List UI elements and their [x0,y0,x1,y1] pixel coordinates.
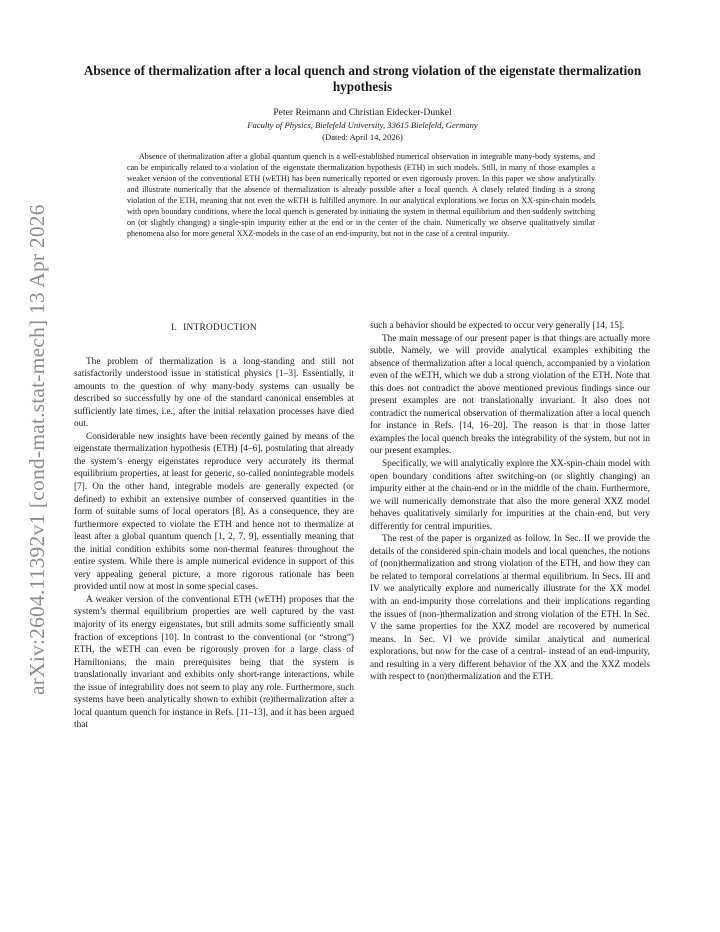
section-number: I. [171,323,178,333]
authors: Peter Reimann and Christian Eidecker-Dunkel [273,107,452,118]
arxiv-identifier: arXiv:2604.11392v1 [cond-mat.stat-mech] 13 Apr 2026 [25,204,49,695]
paragraph: Considerable new insights have been recently gained by means of the eigenstate thermalization hypothesis (ETH) [4–6], postulating that already the system’s energy eigenstates reproduce very accurately its thermal equilibrium properties, at least for generic, so-called nonintegrable models [7]. On the other hand, integrable models are generally expected (or defined) to exhibit an extensive number of conserved quantities in the form of suitable sums of local operators [8]. As a consequence, they are furthermore expected to violate the ETH and hence not to thermalize at least after a global quantum quench [1, 2, 7, 9], essentially meaning that the initial condition exhibits some non-thermal features throughout the entire system. While there is ample numerical evidence in support of this very appealing general picture, a more rigorous rationale has been provided until now at most in some special cases. [74,431,354,593]
section-heading [74,322,354,335]
paragraph: Specifically, we will analytically explore the XX-spin-chain model with open boundary conditions after switching-on (or slightly changing) an impurity either at the chain-end or in the middle of the chain. Furthermore, we will numerically demonstrate that also the more general XXZ model behaves qualitatively similarly for impurities at the chain-end, but very differently for central impurities. [370,459,650,532]
date-line: (Dated: April 14, 2026) [322,132,403,142]
paragraph-continued: such a behavior should be expected to occur very generally [14, 15]. [370,321,625,331]
paper-title: Absence of thermalization after a local quench and strong violation of the eigenstate thermalization hypothesis [83,63,642,94]
left-column [74,322,354,732]
affiliation: Faculty of Physics, Bielefeld University, 33615 Bielefeld, Germany [247,120,478,130]
paragraph: The rest of the paper is organized as follow. In Sec. II we provide the details of the considered spin-chain models and local quenches, the notions of (non)thermalization and strong violation of the ETH, and how they can be related to temporal correlations at thermal equilibrium. In Secs. III and IV we analytically explore and numerically illustrate for the XX model with an end-impurity those correlations and their implications regarding the issues of (non-)thermalization and strong violation of the ETH. In Sec. V the same properties for the XXZ model are recovered by numerical means. In Sec. VI we provide similar analytical and numerical explorations, but now for the case of a central- instead of an end-impurity, and resulting in a very different behavior of the XX and the XXZ models with respect to (non)thermalization and the ETH. [370,534,650,683]
abstract-text: Absence of thermalization after a global quantum quench is a well-established numerical observation in integrable many-body systems, and can be empirically related to a violation of the eigenstate thermalization hypothesis (ETH) in such models. Still, in many of those examples a weaker version of the conventional ETH (wETH) has been numerically reported or even rigorously proven. In this paper we show analytically and illustrate numerically that the absence of thermalization is already possible after a local quench. A closely related finding is a strong violation of the ETH, meaning that not even the wETH is fulfilled anymore. In our analytical explorations we focus on XX-spin-chain models with open boundary conditions, where the local quench is generated by initiating the system in thermal equilibrium and then suddenly switching on (or slightly changing) a single-spin impurity either at the end or in the center of the chain. Numerically we observe qualitatively similar phenomena also for more general XXZ-models in the case of an end-impurity, but not in the case of a central impurity. [127,152,595,239]
right-column [370,320,650,684]
paragraph: A weaker version of the conventional ETH (wETH) proposes that the system’s thermal equilibrium properties are well captured by the vast majority of its energy eigenstates, but still admits some sufficiently small fraction of exceptions [10]. In contrast to the conventional (or “strong”) ETH, the wETH can even be rigorously proven for a large class of Hamiltonians, the main prerequisites being that the system is translationally invariant and exhibits only short-range interactions, while the issue of integrability does not seem to play any role. Furthermore, such systems have been analytically shown to exhibit (re)thermalization after a local quantum quench for instance in Refs. [11–13], and it has been argued that [74,594,354,731]
paragraph: The main message of our present paper is that things are actually more subtle. Namely, we will provide analytical examples exhibiting the absence of thermalization after a local quench, accompanied by a violation even of the wETH, which we dub a strong violation of the ETH. Note that this does not contradict the above mentioned previous findings since our present examples are not translationally invariant. It also does not contradict the numerical observation of thermalization after a local quench for instance in Refs. [14, 16–20]. The reason is that in those latter examples the local quench breaks the integrability of the system, but not in our present examples. [370,333,650,457]
paragraph: The problem of thermalization is a long-standing and still not satisfactorily understood issue in statistical physics [1–3]. Essentially, it amounts to the question of why many-body systems can usually be described so successfully by one of the standard canonical ensembles at sufficiently late times, i.e., after the initial relaxation processes have died out. [74,356,354,430]
abstract [127,151,595,239]
section-title: INTRODUCTION [183,323,257,333]
arxiv-identifier-margin [16,175,58,695]
